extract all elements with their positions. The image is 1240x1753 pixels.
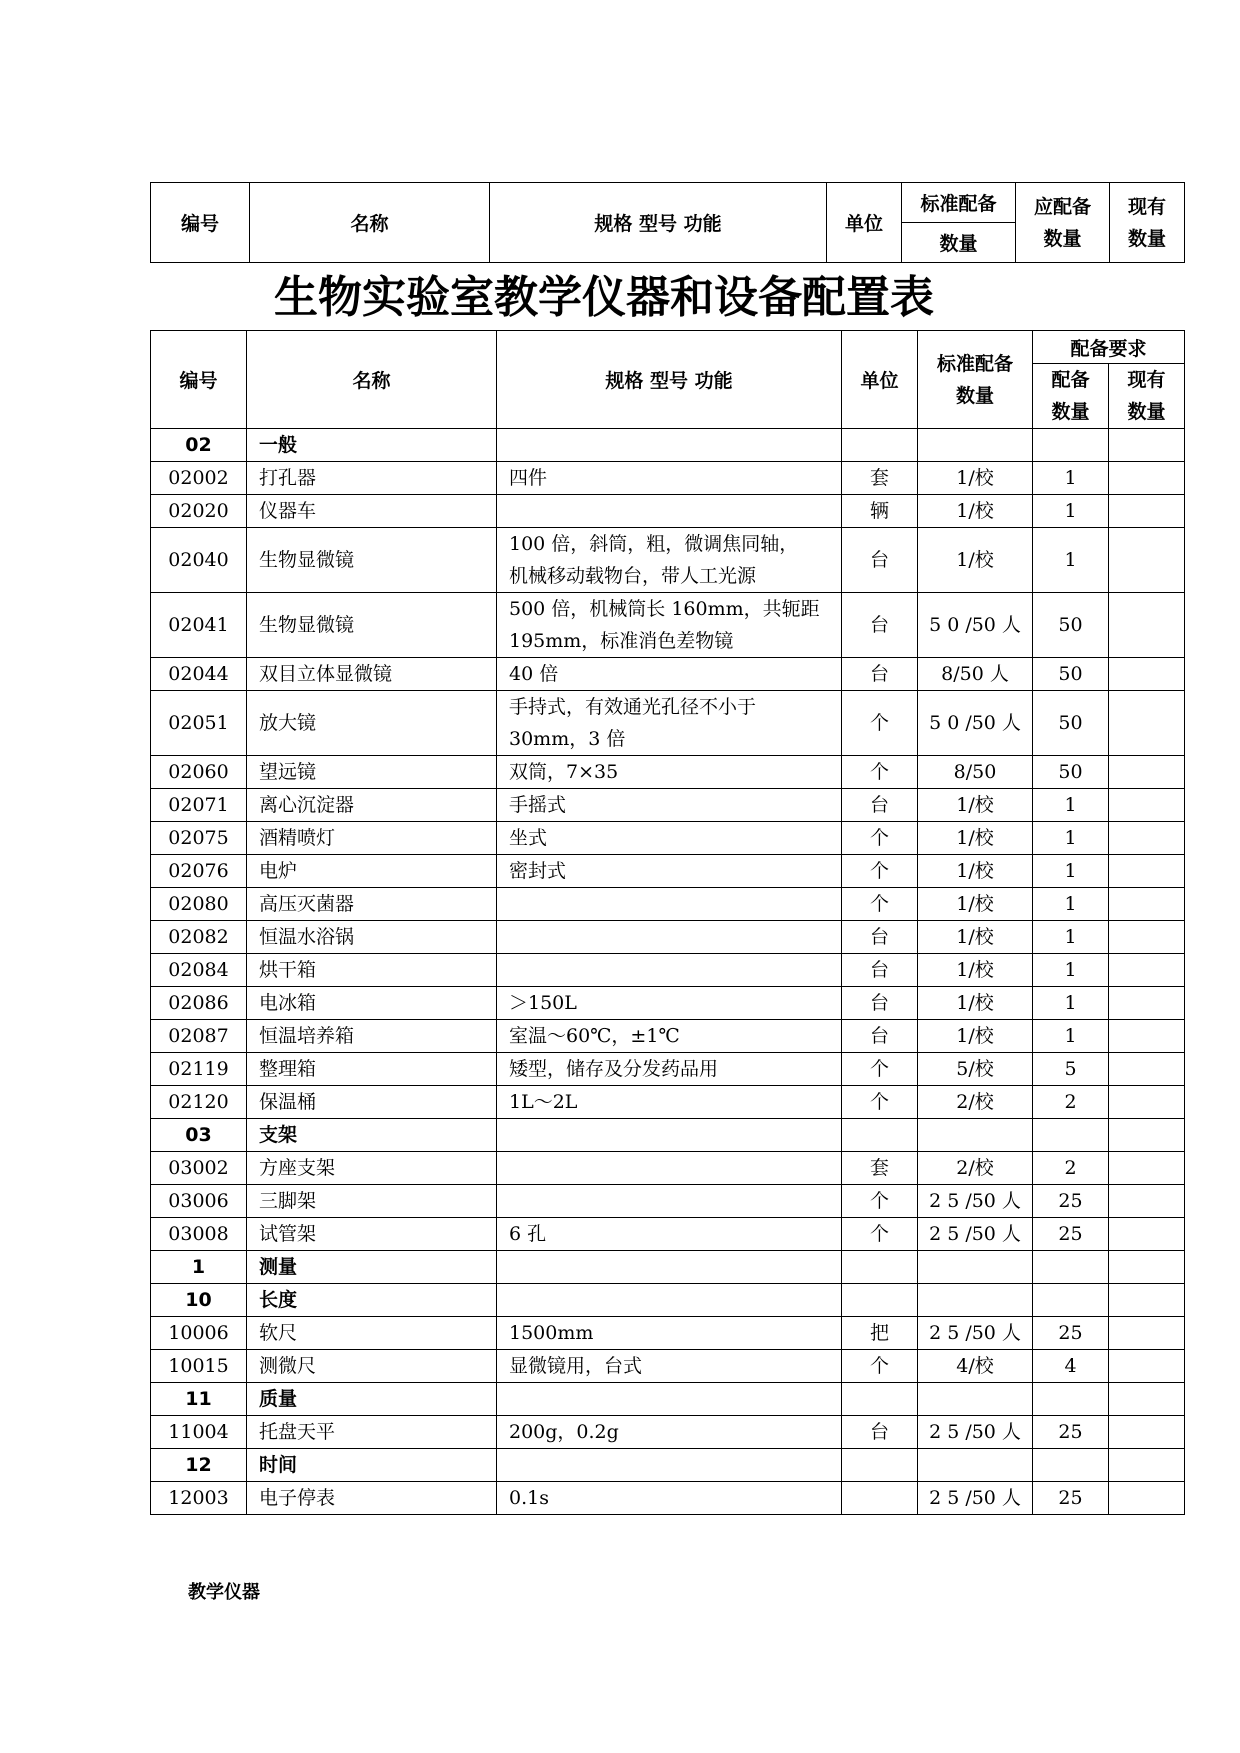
cell-req-qty: 1 <box>1033 462 1109 495</box>
cell-spec: 6 孔 <box>497 1218 842 1251</box>
header-std-line1: 标准配备 <box>936 352 1013 375</box>
cell-have-qty <box>1109 1218 1185 1251</box>
cell-name: 恒温培养箱 <box>247 1020 497 1053</box>
cell-have-qty <box>1109 987 1185 1020</box>
cell-req-qty: 25 <box>1033 1416 1109 1449</box>
cell-req-qty: 1 <box>1033 495 1109 528</box>
cell-unit: 个 <box>842 756 918 789</box>
cell-unit: 把 <box>842 1317 918 1350</box>
top-header-std-line2: 数量 <box>902 223 1016 263</box>
section-row <box>151 1383 1185 1416</box>
cell-name: 恒温水浴锅 <box>247 921 497 954</box>
cell-spec: 1500mm <box>497 1317 842 1350</box>
header-req-line1: 配备 <box>1051 369 1090 391</box>
cell-req-qty <box>1033 1383 1109 1416</box>
table-row <box>151 1086 1185 1119</box>
cell-spec: 坐式 <box>497 822 842 855</box>
cell-have-qty <box>1109 1482 1185 1515</box>
cell-unit: 个 <box>842 822 918 855</box>
cell-unit <box>842 1119 918 1152</box>
cell-req-qty: 1 <box>1033 954 1109 987</box>
cell-name: 生物显微镜 <box>247 593 497 658</box>
cell-spec <box>497 1152 842 1185</box>
cell-std-qty: 2 5 /50 人 <box>918 1218 1033 1251</box>
cell-spec <box>497 1185 842 1218</box>
cell-spec: 1L～2L <box>497 1086 842 1119</box>
cell-have-qty <box>1109 789 1185 822</box>
cell-std-qty: 2 5 /50 人 <box>918 1482 1033 1515</box>
cell-std-qty <box>918 1284 1033 1317</box>
cell-spec: 四件 <box>497 462 842 495</box>
cell-have-qty <box>1109 429 1185 462</box>
cell-unit: 台 <box>842 1020 918 1053</box>
cell-std-qty: 8/50 人 <box>918 658 1033 691</box>
cell-name: 电子停表 <box>247 1482 497 1515</box>
header-have-line2: 数量 <box>1127 401 1166 423</box>
cell-std-qty: 5 0 /50 人 <box>918 691 1033 756</box>
cell-req-qty: 2 <box>1033 1086 1109 1119</box>
header-req <box>1033 364 1109 429</box>
table-row <box>151 593 1185 658</box>
cell-id: 11 <box>151 1383 247 1416</box>
cell-unit: 个 <box>842 1086 918 1119</box>
cell-spec: 矮型，储存及分发药品用 <box>497 1053 842 1086</box>
cell-id: 10 <box>151 1284 247 1317</box>
table-row <box>151 1053 1185 1086</box>
cell-spec <box>497 1119 842 1152</box>
cell-spec: 0.1s <box>497 1482 842 1515</box>
cell-name: 电冰箱 <box>247 987 497 1020</box>
cell-id: 1 <box>151 1251 247 1284</box>
cell-std-qty: 1/校 <box>918 528 1033 593</box>
cell-unit: 台 <box>842 987 918 1020</box>
cell-spec <box>497 888 842 921</box>
table-row <box>151 658 1185 691</box>
cell-unit: 台 <box>842 528 918 593</box>
section-row <box>151 429 1185 462</box>
cell-have-qty <box>1109 1185 1185 1218</box>
cell-id: 10015 <box>151 1350 247 1383</box>
cell-spec <box>497 1449 842 1482</box>
cell-have-qty <box>1109 1251 1185 1284</box>
cell-name: 支架 <box>247 1119 497 1152</box>
table-row <box>151 1152 1185 1185</box>
footer-note: 教学仪器 <box>188 1582 260 1603</box>
table-row <box>151 756 1185 789</box>
cell-std-qty: 1/校 <box>918 855 1033 888</box>
cell-id: 02041 <box>151 593 247 658</box>
cell-id: 02051 <box>151 691 247 756</box>
cell-id: 02044 <box>151 658 247 691</box>
cell-name: 一般 <box>247 429 497 462</box>
cell-std-qty: 2 5 /50 人 <box>918 1416 1033 1449</box>
cell-req-qty <box>1033 1284 1109 1317</box>
top-header-have <box>1110 183 1185 263</box>
page-title: 生物实验室教学仪器和设备配置表 <box>274 272 934 323</box>
cell-name: 高压灭菌器 <box>247 888 497 921</box>
header-have-line1: 现有 <box>1127 369 1166 391</box>
header-spec: 规格 型号 功能 <box>497 331 842 429</box>
cell-have-qty <box>1109 1053 1185 1086</box>
cell-have-qty <box>1109 1086 1185 1119</box>
cell-std-qty <box>918 1449 1033 1482</box>
cell-spec: 双筒，7×35 <box>497 756 842 789</box>
cell-id: 02084 <box>151 954 247 987</box>
cell-req-qty <box>1033 1251 1109 1284</box>
cell-spec <box>497 495 842 528</box>
top-header-req-line2: 数量 <box>1043 227 1082 250</box>
cell-unit <box>842 1284 918 1317</box>
cell-have-qty <box>1109 1449 1185 1482</box>
cell-id: 02002 <box>151 462 247 495</box>
cell-have-qty <box>1109 855 1185 888</box>
cell-unit: 个 <box>842 855 918 888</box>
cell-spec: ＞150L <box>497 987 842 1020</box>
cell-std-qty: 1/校 <box>918 495 1033 528</box>
cell-id: 10006 <box>151 1317 247 1350</box>
cell-have-qty <box>1109 658 1185 691</box>
header-std <box>918 331 1033 429</box>
cell-have-qty <box>1109 1350 1185 1383</box>
cell-spec <box>497 1383 842 1416</box>
cell-unit <box>842 1251 918 1284</box>
cell-name: 测量 <box>247 1251 497 1284</box>
cell-id: 03008 <box>151 1218 247 1251</box>
cell-std-qty: 1/校 <box>918 954 1033 987</box>
cell-unit: 台 <box>842 789 918 822</box>
cell-id: 02082 <box>151 921 247 954</box>
cell-have-qty <box>1109 756 1185 789</box>
cell-have-qty <box>1109 888 1185 921</box>
cell-std-qty: 2 5 /50 人 <box>918 1317 1033 1350</box>
cell-spec: 手摇式 <box>497 789 842 822</box>
cell-spec <box>497 691 842 756</box>
table-row <box>151 1218 1185 1251</box>
cell-name: 酒精喷灯 <box>247 822 497 855</box>
cell-name: 托盘天平 <box>247 1416 497 1449</box>
cell-id: 02086 <box>151 987 247 1020</box>
cell-req-qty <box>1033 1449 1109 1482</box>
cell-id: 02060 <box>151 756 247 789</box>
cell-name: 质量 <box>247 1383 497 1416</box>
section-row <box>151 1119 1185 1152</box>
table-row <box>151 462 1185 495</box>
cell-name: 整理箱 <box>247 1053 497 1086</box>
cell-spec <box>497 593 842 658</box>
cell-spec-line1: 100 倍，斜筒，粗，微调焦同轴， <box>509 533 799 555</box>
cell-std-qty <box>918 1251 1033 1284</box>
top-header-name: 名称 <box>250 183 490 263</box>
cell-unit: 个 <box>842 691 918 756</box>
header-name: 名称 <box>247 331 497 429</box>
cell-have-qty <box>1109 822 1185 855</box>
cell-unit: 辆 <box>842 495 918 528</box>
cell-std-qty: 2/校 <box>918 1086 1033 1119</box>
cell-req-qty: 50 <box>1033 756 1109 789</box>
cell-id: 02075 <box>151 822 247 855</box>
cell-req-qty: 4 <box>1033 1350 1109 1383</box>
cell-spec-line1: 手持式，有效通光孔径不小于 <box>509 696 757 718</box>
cell-spec <box>497 1284 842 1317</box>
cell-req-qty <box>1033 429 1109 462</box>
top-header-spec: 规格 型号 功能 <box>490 183 827 263</box>
table-row <box>151 1416 1185 1449</box>
cell-unit <box>842 1449 918 1482</box>
cell-req-qty <box>1033 1119 1109 1152</box>
cell-have-qty <box>1109 1119 1185 1152</box>
cell-spec: 200g，0.2g <box>497 1416 842 1449</box>
cell-spec-line2: 195mm，标准消色差物镜 <box>509 630 734 652</box>
cell-have-qty <box>1109 1020 1185 1053</box>
cell-unit <box>842 1383 918 1416</box>
cell-req-qty: 5 <box>1033 1053 1109 1086</box>
cell-req-qty: 50 <box>1033 593 1109 658</box>
top-header-id: 编号 <box>151 183 250 263</box>
cell-unit: 个 <box>842 1350 918 1383</box>
cell-id: 03006 <box>151 1185 247 1218</box>
cell-unit: 台 <box>842 921 918 954</box>
cell-name: 方座支架 <box>247 1152 497 1185</box>
cell-std-qty: 1/校 <box>918 789 1033 822</box>
cell-unit: 个 <box>842 1053 918 1086</box>
cell-have-qty <box>1109 921 1185 954</box>
cell-name: 双目立体显微镜 <box>247 658 497 691</box>
cell-req-qty: 1 <box>1033 1020 1109 1053</box>
cell-have-qty <box>1109 1317 1185 1350</box>
cell-spec-line2: 机械移动载物台，带人工光源 <box>509 565 757 587</box>
cell-std-qty: 5/校 <box>918 1053 1033 1086</box>
cell-id: 03 <box>151 1119 247 1152</box>
table-row <box>151 1317 1185 1350</box>
cell-req-qty: 1 <box>1033 822 1109 855</box>
cell-name: 电炉 <box>247 855 497 888</box>
top-header-req-line1: 应配备 <box>1033 195 1091 218</box>
section-row <box>151 1284 1185 1317</box>
cell-id: 12003 <box>151 1482 247 1515</box>
cell-req-qty: 25 <box>1033 1218 1109 1251</box>
cell-std-qty <box>918 1383 1033 1416</box>
cell-name: 望远镜 <box>247 756 497 789</box>
cell-req-qty: 50 <box>1033 658 1109 691</box>
cell-unit: 台 <box>842 593 918 658</box>
cell-std-qty: 8/50 <box>918 756 1033 789</box>
cell-name: 生物显微镜 <box>247 528 497 593</box>
cell-name: 烘干箱 <box>247 954 497 987</box>
cell-unit: 台 <box>842 658 918 691</box>
top-header-unit: 单位 <box>827 183 902 263</box>
cell-std-qty: 1/校 <box>918 822 1033 855</box>
cell-have-qty <box>1109 528 1185 593</box>
cell-id: 02119 <box>151 1053 247 1086</box>
table-row <box>151 954 1185 987</box>
cell-req-qty: 1 <box>1033 528 1109 593</box>
header-std-line2: 数量 <box>955 384 994 407</box>
cell-spec <box>497 921 842 954</box>
cell-std-qty: 5 0 /50 人 <box>918 593 1033 658</box>
table-row <box>151 1020 1185 1053</box>
cell-req-qty: 2 <box>1033 1152 1109 1185</box>
table-row <box>151 1482 1185 1515</box>
header-id: 编号 <box>151 331 247 429</box>
cell-name: 仪器车 <box>247 495 497 528</box>
cell-req-qty: 1 <box>1033 789 1109 822</box>
section-row <box>151 1251 1185 1284</box>
table-row <box>151 822 1185 855</box>
cell-id: 02020 <box>151 495 247 528</box>
cell-std-qty: 1/校 <box>918 888 1033 921</box>
cell-std-qty <box>918 1119 1033 1152</box>
cell-have-qty <box>1109 1152 1185 1185</box>
cell-unit <box>842 429 918 462</box>
cell-name: 三脚架 <box>247 1185 497 1218</box>
cell-std-qty: 2/校 <box>918 1152 1033 1185</box>
table-row <box>151 987 1185 1020</box>
cell-id: 02 <box>151 429 247 462</box>
cell-unit: 台 <box>842 954 918 987</box>
table-row <box>151 921 1185 954</box>
cell-spec <box>497 429 842 462</box>
cell-id: 02080 <box>151 888 247 921</box>
top-header-have-line2: 数量 <box>1127 227 1166 250</box>
cell-std-qty: 1/校 <box>918 462 1033 495</box>
cell-req-qty: 1 <box>1033 855 1109 888</box>
top-header-have-line1: 现有 <box>1127 195 1166 218</box>
cell-unit: 个 <box>842 1218 918 1251</box>
table-row <box>151 789 1185 822</box>
table-row <box>151 855 1185 888</box>
cell-unit: 套 <box>842 1152 918 1185</box>
cell-id: 02120 <box>151 1086 247 1119</box>
table-row <box>151 495 1185 528</box>
top-header-table <box>150 182 1185 263</box>
cell-std-qty: 1/校 <box>918 921 1033 954</box>
cell-name: 软尺 <box>247 1317 497 1350</box>
cell-have-qty <box>1109 954 1185 987</box>
cell-std-qty: 1/校 <box>918 987 1033 1020</box>
cell-have-qty <box>1109 462 1185 495</box>
cell-unit: 个 <box>842 888 918 921</box>
cell-unit: 套 <box>842 462 918 495</box>
table-row <box>151 888 1185 921</box>
cell-name: 保温桶 <box>247 1086 497 1119</box>
cell-have-qty <box>1109 1416 1185 1449</box>
top-header-std-line1: 标准配备 <box>902 183 1016 223</box>
top-header-req <box>1016 183 1110 263</box>
cell-have-qty <box>1109 691 1185 756</box>
header-unit: 单位 <box>842 331 918 429</box>
cell-id: 02040 <box>151 528 247 593</box>
cell-std-qty: 4/校 <box>918 1350 1033 1383</box>
header-req-line2: 数量 <box>1051 401 1090 423</box>
cell-req-qty: 50 <box>1033 691 1109 756</box>
cell-name: 测微尺 <box>247 1350 497 1383</box>
cell-std-qty: 1/校 <box>918 1020 1033 1053</box>
cell-id: 02071 <box>151 789 247 822</box>
cell-unit: 台 <box>842 1416 918 1449</box>
equipment-table <box>150 330 1185 1515</box>
cell-name: 试管架 <box>247 1218 497 1251</box>
cell-std-qty: 2 5 /50 人 <box>918 1185 1033 1218</box>
header-requirement: 配备要求 <box>1033 331 1185 364</box>
section-row <box>151 1449 1185 1482</box>
table-body <box>151 429 1185 1515</box>
cell-req-qty: 1 <box>1033 987 1109 1020</box>
cell-unit: 个 <box>842 1185 918 1218</box>
cell-name: 长度 <box>247 1284 497 1317</box>
cell-name: 放大镜 <box>247 691 497 756</box>
cell-id: 12 <box>151 1449 247 1482</box>
cell-have-qty <box>1109 495 1185 528</box>
table-row <box>151 1350 1185 1383</box>
cell-spec <box>497 1251 842 1284</box>
cell-id: 03002 <box>151 1152 247 1185</box>
cell-have-qty <box>1109 593 1185 658</box>
cell-spec-line2: 30mm，3 倍 <box>509 728 626 750</box>
cell-id: 02076 <box>151 855 247 888</box>
table-row <box>151 1185 1185 1218</box>
cell-spec <box>497 954 842 987</box>
cell-std-qty <box>918 429 1033 462</box>
cell-have-qty <box>1109 1383 1185 1416</box>
cell-req-qty: 25 <box>1033 1482 1109 1515</box>
cell-spec: 显微镜用，台式 <box>497 1350 842 1383</box>
cell-spec: 室温～60℃，±1℃ <box>497 1020 842 1053</box>
table-row <box>151 691 1185 756</box>
cell-spec <box>497 528 842 593</box>
cell-name: 离心沉淀器 <box>247 789 497 822</box>
cell-spec: 40 倍 <box>497 658 842 691</box>
cell-name: 时间 <box>247 1449 497 1482</box>
cell-req-qty: 25 <box>1033 1317 1109 1350</box>
cell-have-qty <box>1109 1284 1185 1317</box>
table-row <box>151 528 1185 593</box>
cell-name: 打孔器 <box>247 462 497 495</box>
cell-id: 02087 <box>151 1020 247 1053</box>
cell-unit <box>842 1482 918 1515</box>
cell-spec: 密封式 <box>497 855 842 888</box>
cell-req-qty: 1 <box>1033 888 1109 921</box>
cell-req-qty: 25 <box>1033 1185 1109 1218</box>
header-have <box>1109 364 1185 429</box>
cell-req-qty: 1 <box>1033 921 1109 954</box>
cell-spec-line1: 500 倍，机械筒长 160mm，共轭距 <box>509 598 820 620</box>
cell-id: 11004 <box>151 1416 247 1449</box>
